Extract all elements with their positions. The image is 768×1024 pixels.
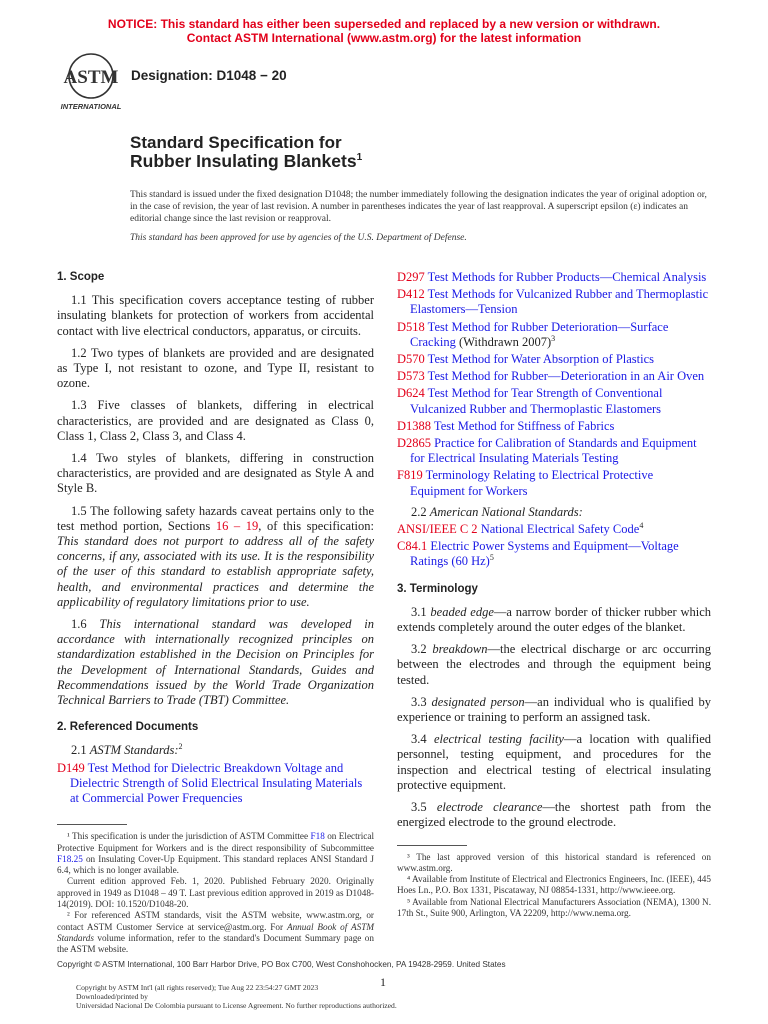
ref-d297[interactable] [397, 270, 711, 285]
term-3 [397, 695, 711, 725]
ref-code[interactable]: D518 [397, 319, 425, 334]
copyright-footer: Copyright © ASTM International, 100 Barr Harbor Drive, PO Box C700, West Conshohocken, PA 19428-2959. United States [57, 960, 506, 969]
scope-1-5-start: 1.5 The following safety hazards caveat pertains only to the test method portion, Sections [57, 503, 374, 533]
scope-1-1: 1.1 This specification covers acceptance testing of rubber insulating blankets for protection of workers from accidental contact with live electrical conductors, apparatus, or circuits. [57, 293, 374, 338]
ref-title[interactable]: Test Methods for Vulcanized Rubber and Thermoplastic Elastomers—Tension [410, 287, 709, 317]
footnote-4: ⁴ Available from Institute of Electrical and Electronics Engineers, Inc. (IEEE), 445 Hoes Ln., P.O. Box 1331, Piscataway, NJ 08854-1331, http://www.ieee.org. [397, 874, 711, 896]
ref-code[interactable]: D149 [57, 760, 85, 775]
ref-code[interactable]: D412 [397, 287, 425, 302]
ref-code[interactable]: D570 [397, 352, 425, 367]
approval-note: This standard has been approved for use by agencies of the U.S. Department of Defense. [130, 233, 467, 243]
ref-d624[interactable] [397, 386, 711, 416]
term-definition: —a location with qualified personnel, testing equipment, and procedures for the inspection and electrical testing of electrical insulating protective equipment. [397, 732, 711, 792]
ref-d518[interactable] [397, 320, 711, 350]
ref-code[interactable]: ANSI/IEEE C 2 [397, 522, 478, 537]
fn1-b: on Electrical Protective Equipment for Workers and is the direct responsibility of Subcommittee [57, 831, 374, 853]
term-name: electrical testing facility [433, 732, 564, 747]
term-definition: —an individual who is qualified by experience or training to perform an assigned task. [397, 694, 712, 725]
fn2-b: volume information, refer to the standard's Document Summary page on the ASTM website. [57, 932, 374, 955]
ref-ansi-ieee[interactable] [397, 522, 711, 537]
term-number: 3.3 [411, 694, 432, 709]
ref-title[interactable]: Practice for Calibration of Standards and Equipment for Electrical Insulating Materials Testing [410, 436, 697, 466]
term-definition: —the shortest path from the energized electrode to the ground electrode. [397, 800, 712, 830]
ref-code[interactable]: F819 [397, 468, 423, 483]
download-line-2: Downloaded/printed by [76, 991, 148, 1001]
notice-line-2: Contact ASTM International (www.astm.org) for the latest information [186, 31, 582, 45]
committee-link[interactable]: F18 [310, 831, 325, 842]
ref-title[interactable]: Test Method for Tear Strength of Conventional Vulcanized Rubber and Thermoplastic Elastomers [410, 386, 663, 416]
referenced-heading: 2. Referenced Documents [57, 721, 199, 734]
fn1-c: on Insulating Cover-Up Equipment. This standard replaces ANSI Standard J 6.4, which is no longer available. [57, 853, 374, 876]
term-4 [397, 732, 711, 793]
term-number: 3.4 [411, 732, 434, 747]
footnote-divider [57, 824, 127, 825]
term-name: breakdown [432, 642, 488, 657]
ref-title[interactable]: Test Method for Rubber—Deterioration in an Air Oven [424, 369, 705, 384]
ref-d570[interactable] [397, 352, 711, 367]
ref-code[interactable]: D624 [397, 386, 425, 401]
ref-d412[interactable] [397, 287, 711, 317]
scope-1-6-num: 1.6 [71, 617, 100, 632]
safety-caveat: This standard does not purport to address all of the safety concerns, if any, associated with its use. It is the responsibility of the user of this standard to establish appropriate safety, health, and environmental practices and determine the applicability of regulatory limitations prior to use. [57, 534, 374, 609]
term-number: 3.1 [411, 604, 431, 619]
ref-sup: 5 [489, 553, 494, 563]
term-name: electrode clearance [436, 800, 543, 815]
ref-title[interactable]: National Electrical Safety Code [477, 522, 640, 537]
subcommittee-link[interactable]: F18.25 [57, 853, 83, 864]
footnote-2 [57, 910, 374, 955]
ref-title[interactable]: Test Method for Dielectric Breakdown Voltage and Dielectric Strength of Solid Electrical Insulating Materials at Commercial Power Frequencies [70, 760, 363, 806]
term-name: designated person [431, 694, 525, 709]
sub-2-1-sup: 2 [178, 742, 183, 752]
scope-1-6 [57, 617, 374, 708]
designation: Designation: D1048 − 20 [131, 68, 287, 83]
ref-title[interactable]: Test Method for Stiffness of Fabrics [431, 418, 615, 433]
scope-1-3: 1.3 Five classes of blankets, differing in electrical characteristics, are provided and are designated as Class 0, Class 1, Class 2, Class 3, and Class 4. [57, 398, 374, 443]
scope-1-2: 1.2 Two types of blankets are provided and are designated as Type I, not resistant to ozone, and Type II, resistant to ozone. [57, 345, 374, 391]
fn2-italic: Annual Book of ASTM Standards [57, 921, 374, 943]
notice-line-1: NOTICE: This standard has either been superseded and replaced by a new version or withdrawn. [107, 17, 661, 31]
term-5 [397, 800, 711, 830]
term-1 [397, 605, 711, 635]
download-line-3: Universidad Nacional De Colombia pursuant to License Agreement. No further reproductions authorized. [76, 1000, 397, 1010]
ref-withdrawn: (Withdrawn 2007) [455, 334, 552, 349]
sub-2-2-title: American National Standards: [429, 504, 583, 519]
ref-f819[interactable] [397, 468, 711, 498]
ref-code[interactable]: D2865 [397, 436, 432, 451]
reference-list [397, 270, 711, 499]
term-name: beaded edge [430, 604, 494, 619]
ref-title[interactable]: Test Method for Water Absorption of Plastics [424, 352, 655, 367]
ref-code[interactable]: D573 [397, 369, 425, 384]
left-column [57, 270, 374, 956]
term-definition: —a narrow border of thicker rubber which extends completely around the outer edges of the blanket. [397, 604, 711, 635]
scope-1-5 [57, 504, 374, 610]
ref-title[interactable]: Terminology Relating to Electrical Protective Equipment for Workers [410, 468, 654, 498]
ref-c84-1[interactable] [397, 539, 711, 569]
term-definition: —the electrical discharge or arc occurring between the electrodes and through the equipment being tested. [397, 642, 711, 687]
ref-code[interactable]: D297 [397, 270, 425, 284]
logo-text: ASTM [63, 67, 119, 88]
title-footnote-ref: 1 [356, 152, 363, 164]
ref-title[interactable]: Test Method for Rubber Deterioration—Surface Cracking [410, 319, 669, 349]
ref-title[interactable]: Electric Power Systems and Equipment—Voltage Ratings (60 Hz) [410, 539, 679, 569]
ref-sup: 3 [551, 333, 556, 343]
terminology-list [397, 605, 711, 831]
scope-1-5-mid: , of this specification: [258, 518, 374, 533]
ref-sup: 4 [639, 520, 644, 530]
scope-heading: 1. Scope [57, 271, 105, 283]
scope-1-4: 1.4 Two styles of blankets, differing in construction characteristics, are provided and are designated as Style A and Style B. [57, 451, 374, 496]
astm-logo-icon [58, 50, 124, 112]
term-number: 3.2 [411, 642, 433, 657]
ref-code[interactable]: D1388 [397, 418, 432, 433]
footnote-1-edition: Current edition approved Feb. 1, 2020. Published February 2020. Originally approved in 1949 as D1048 – 49 T. Last previous edition approved in 2019 as D1048-14(2019). DOI: 10.1520/D1048-20. [57, 876, 374, 910]
sections-link[interactable]: 16 – 19 [215, 518, 259, 533]
sub-2-1-title: ASTM Standards: [89, 743, 179, 758]
ref-code[interactable]: C84.1 [397, 539, 428, 554]
ref-title[interactable]: Test Methods for Rubber Products—Chemical Analysis [424, 270, 707, 284]
term-2 [397, 642, 711, 688]
footnote-5: ⁵ Available from National Electrical Manufacturers Association (NEMA), 1300 N. 17th St., Suite 900, Arlington, VA 22209, http://www.nema.org. [397, 896, 711, 918]
american-standards-sub [397, 505, 711, 520]
footnote-3: ³ The last approved version of this historical standard is referenced on www.astm.org. [397, 851, 711, 873]
footnote-divider-right [397, 845, 467, 846]
title-line-1: Standard Specification for [130, 133, 342, 152]
ref-d149[interactable] [57, 761, 374, 807]
preamble: This standard is issued under the fixed designation D1048; the number immediately following the designation indicates the year of original adoption or, in the case of revision, the year of last revision. A number in parentheses indicates the year of last reapproval. A superscript epsilon (ε) indicates an editorial change since the last revision or reapproval. [130, 190, 707, 224]
title-line-2 [130, 151, 362, 172]
term-number: 3.5 [411, 800, 437, 815]
sub-2-2-num: 2.2 [411, 504, 430, 519]
astm-standards-sub [57, 743, 374, 758]
download-notice [76, 984, 397, 1010]
sub-2-1-num: 2.1 [71, 743, 90, 758]
right-column [397, 270, 711, 919]
terminology-heading: 3. Terminology [397, 582, 478, 595]
logo-subtext: INTERNATIONAL [60, 102, 122, 111]
title-text: Rubber Insulating Blankets [130, 151, 357, 171]
ref-d2865[interactable] [397, 436, 711, 466]
download-line-1: Copyright by ASTM Int'l (all rights reserved); Tue Aug 22 23:54:27 GMT 2023 [76, 983, 319, 992]
fn1-a: ¹ This specification is under the jurisdiction of ASTM Committee [67, 831, 311, 842]
wto-statement: This international standard was developed in accordance with internationally recognized principles on standardization established in the Decision on Principles for the Development of International Standards, Guides and Recommendations issued by the World Trade Organization Technical Barriers to Trade (TBT) Committee. [57, 617, 374, 708]
page-number: 1 [380, 975, 386, 989]
notice-banner [0, 17, 768, 45]
fn2-a: ² For referenced ASTM standards, visit the ASTM website, www.astm.org, or contact ASTM Customer Service at service@astm.org. For [57, 910, 374, 932]
ref-d573[interactable] [397, 369, 711, 384]
footnote-1 [57, 831, 374, 876]
ref-d1388[interactable] [397, 419, 711, 434]
